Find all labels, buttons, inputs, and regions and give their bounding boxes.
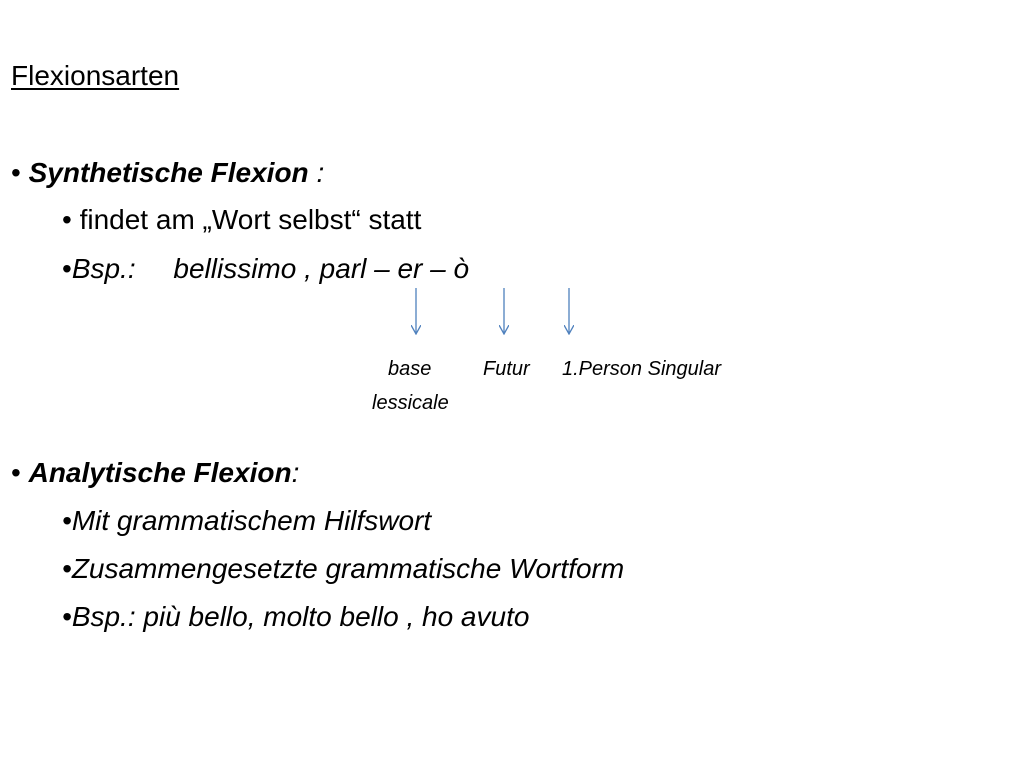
synthetic-heading: Synthetische Flexion (28, 157, 309, 188)
gloss-lessicale: lessicale (372, 392, 449, 414)
synthetic-example-label: Bsp.: (71, 253, 136, 284)
bullet: • (11, 157, 21, 188)
analytic-item-3 (62, 600, 529, 634)
bullet: • (62, 204, 72, 235)
synthetic-heading-line (11, 156, 324, 190)
bullet: • (62, 601, 72, 632)
analytic-colon: : (291, 457, 300, 488)
bullet: • (62, 505, 72, 536)
analytic-item-1 (62, 504, 431, 538)
analytic-item-text: Zusammengesetzte grammatische Wortform (71, 553, 625, 584)
analytic-heading: Analytische Flexion (28, 457, 292, 488)
analytic-item-2 (62, 552, 624, 586)
synthetic-colon: : (308, 157, 325, 188)
gloss-base: base (388, 358, 432, 380)
bullet: • (62, 553, 72, 584)
gloss-futur: Futur (483, 358, 530, 380)
bullet: • (62, 253, 72, 284)
gloss-person: 1.Person Singular (562, 358, 721, 380)
synthetic-example (62, 252, 469, 286)
synthetic-item-text: findet am „Wort selbst“ statt (79, 204, 422, 235)
slide-title: Flexionsarten (11, 60, 180, 91)
analytic-item-text: Mit grammatischem Hilfswort (71, 505, 432, 536)
synthetic-item-1 (62, 203, 421, 237)
synthetic-example-text: bellissimo , parl – er – ò (173, 253, 470, 284)
analytic-item-text: Bsp.: più bello, molto bello , ho avuto (71, 601, 530, 632)
bullet: • (11, 457, 21, 488)
analytic-heading-line (11, 456, 299, 490)
